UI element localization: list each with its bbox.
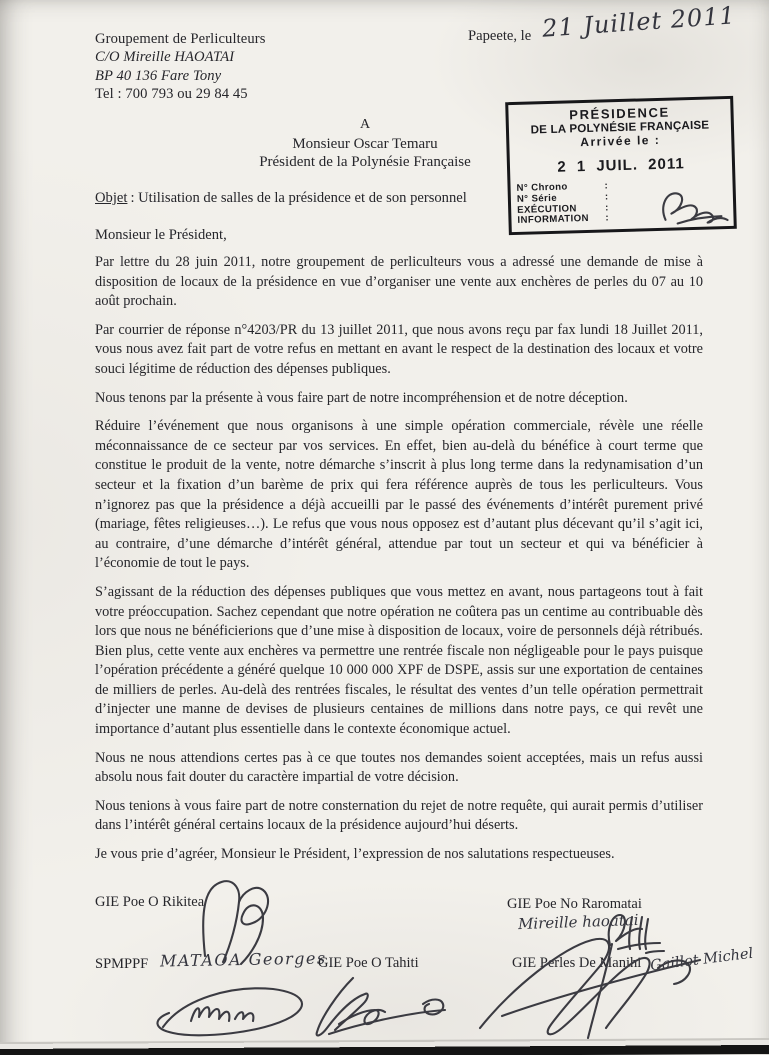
body-paragraph-8: Je vous prie d’agréer, Monsieur le Président, l’expression de nos salutations respectueuses.	[95, 846, 615, 863]
signature-manihi-icon	[462, 928, 717, 1046]
dateline-city: Papeete, le	[468, 28, 532, 44]
addressee-block	[185, 116, 545, 172]
signatory-gie-poe-o-tahiti: GIE Poe O Tahiti	[318, 955, 419, 971]
sender-block	[95, 30, 265, 104]
addressee-title: Président de la Polynésie Française	[259, 154, 471, 170]
signatory-gie-poe-o-rikitea: GIE Poe O Rikitea	[95, 894, 205, 910]
sender-care-of: C/O Mireille HAOATAI	[95, 49, 235, 66]
scan-bottom-edge	[0, 1038, 769, 1055]
stamp-arrival-date: 2 1 JUIL. 2011	[557, 155, 685, 176]
handwritten-mireille-haoatai: Mireille haoatai	[517, 910, 639, 934]
handwritten-date: 21 Juillet 2011	[541, 1, 737, 43]
addressee-prefix: A	[359, 117, 371, 132]
signatory-gie-poe-no-raromatai: GIE Poe No Raromatai	[507, 896, 642, 912]
body-paragraph-1: Par lettre du 28 juin 2011, notre groupement de perliculteurs vous a adressé une demande de mise à disposition de locaux de la présidence en vue d’organiser une vente aux enchères de perles du 07 au 10 août prochain.	[95, 254, 703, 310]
addressee-name: Monsieur Oscar Temaru	[292, 135, 438, 152]
body-paragraph-3: Nous tenons par la présente à vous faire part de notre incompréhension et de notre déception.	[95, 389, 628, 406]
signatory-spmppf: SPMPPF	[95, 956, 149, 972]
stamp-field-information: INFORMATION :	[517, 212, 610, 227]
body-paragraph-7: Nous tenions à vous faire part de notre consternation du rejet de notre requête, qui aurait permis d’utiliser dans l’intérêt général certains locaux de la présidence aujourd’hui déserts.	[95, 797, 703, 834]
stamp-initials-signature-icon	[655, 182, 734, 232]
letter-body	[95, 253, 703, 874]
salutation: Monsieur le Président,	[95, 227, 227, 243]
stamp-org-line1: PRÉSIDENCE	[569, 104, 671, 123]
subject-line	[95, 190, 467, 207]
stamp-field-execution: EXÉCUTION :	[517, 201, 609, 216]
subject-label: Objet	[95, 190, 128, 206]
stamp-org-line2: DE LA POLYNÉSIE FRANÇAISE	[530, 118, 710, 137]
signature-spmppf-icon	[135, 975, 320, 1045]
sender-address: BP 40 136 Fare Tony	[95, 67, 222, 84]
sender-name: Groupement de Perliculteurs	[95, 31, 266, 47]
handwritten-gaillot-michel: Gaillot Michel	[649, 945, 755, 975]
handwritten-mataoa-georges: MATAOA Georges	[159, 948, 327, 971]
signature-tahiti-icon	[295, 968, 470, 1046]
stamp-field-serie: N° Série :	[516, 191, 609, 205]
subject-text: : Utilisation de salles de la présidence et de son personnel	[130, 190, 467, 206]
body-paragraph-6: Nous ne nous attendions certes pas à ce que toutes nos demandes soient acceptées, mais un refus aussi absolu nous fait douter du caractère impartial de votre décision.	[95, 749, 703, 786]
stamp-arrival-label: Arrivée le :	[580, 132, 661, 150]
body-paragraph-2: Par courrier de réponse n°4203/PR du 13 juillet 2011, que nous avons reçu par fax lundi 18 Juillet 2011, vous nous avez fait part de votre refus en mettant en avant le respect de la destination des locaux et votre souci légitime de réduction des dépenses publiques.	[95, 321, 703, 377]
body-paragraph-4: Réduire l’événement que nous organisons à une simple opération commerciale, révèle une réelle méconnaissance de ce secteur par vos services. En effet, bien au-delà du bénéfice à court terme que constitue le produit de la vente, notre démarche s’inscrit à plus long terme dans la redynamisation d’un secteur et la fixation d’un barème de prix qui fera référence auprès de tous les perliculteurs. Vous n’ignorez pas que la présidence a déjà accueilli par le passé des événements d’intérêt purement privé (mariage, fêtes religieuses…). Le refus que vous nous opposez est d’autant plus décevant qu’il s’agit ici, au contraire, d’une démarche d’intérêt général, attendue par tout un secteur et qui va bénéficier à l’économie de tout le pays.	[95, 418, 703, 572]
signatory-gie-perles-de-manihi: GIE Perles De Manihi	[512, 955, 642, 971]
sender-phone: Tel : 700 793 ou 29 84 45	[95, 86, 248, 103]
stamp-field-chrono: N° Chrono :	[516, 180, 609, 194]
body-paragraph-5: S’agissant de la réduction des dépenses publiques que vous mettez en avant, nous partageons tout à fait votre préoccupation. Sachez cependant que notre opération ne coûtera pas un centime au contribuable dès lors que nous ne bénéficierions que d’une mise à disposition de locaux, voire de personnels déjà rétribués. Bien plus, cette vente aux enchères va permettre une rentrée fiscale non négligeable pour le pays puisque l’opération précédente a généré quelque 10 000 000 XPF de DSPE, assis sur une exportation de centaines de milliers de perles. Au-delà des rentrées fiscales, le résultat des ventes d’un telle opération permettrait d’injecter une manne de devises de plusieurs centaines de millions dans notre pays, ce qui revêt une importance d’autant plus essentielle dans le contexte économique actuel.	[95, 583, 703, 738]
